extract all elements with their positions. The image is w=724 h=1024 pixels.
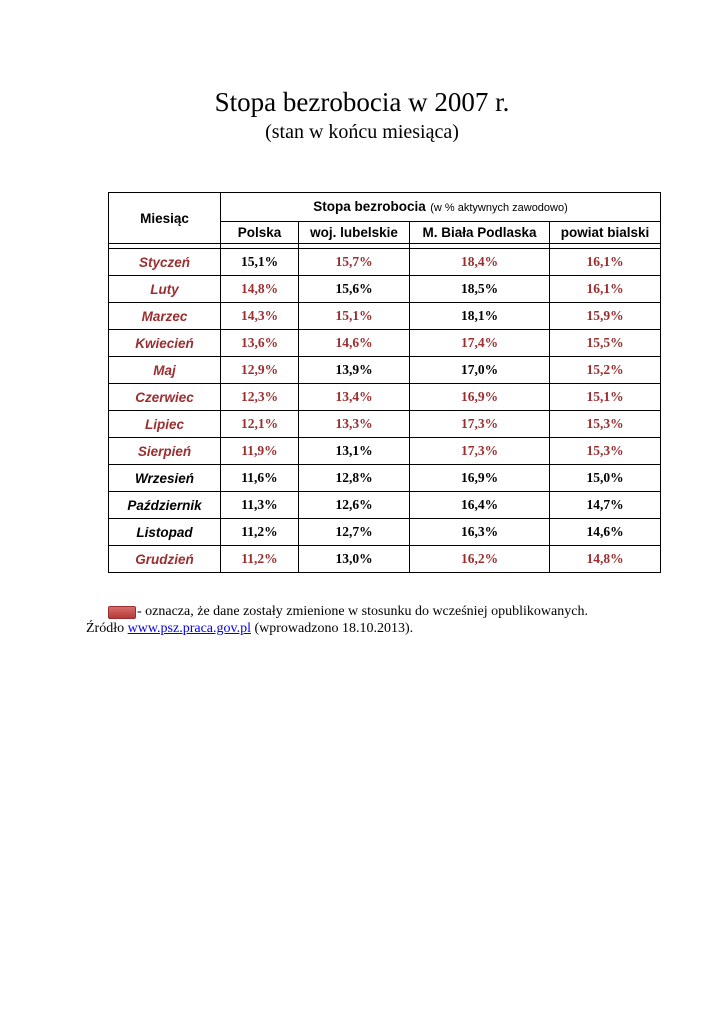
value-cell: 15,7% xyxy=(299,249,410,276)
value-cell: 15,3% xyxy=(550,411,661,438)
table-row xyxy=(109,249,661,276)
value-cell: 18,5% xyxy=(410,276,550,303)
table-row xyxy=(109,276,661,303)
group-header-label: Stopa bezrobocia xyxy=(313,199,426,214)
unemployment-table xyxy=(108,192,661,573)
value-cell: 17,3% xyxy=(410,411,550,438)
month-cell: Lipiec xyxy=(109,411,221,438)
value-cell: 14,8% xyxy=(550,546,661,573)
value-cell: 13,6% xyxy=(221,330,299,357)
legend-text: - oznacza, że dane zostały zmienione w stosunku do wcześniej opublikowanych. xyxy=(137,604,588,619)
table-row xyxy=(109,492,661,519)
value-cell: 12,6% xyxy=(299,492,410,519)
value-cell: 13,4% xyxy=(299,384,410,411)
value-cell: 16,2% xyxy=(410,546,550,573)
value-cell: 17,0% xyxy=(410,357,550,384)
month-cell: Marzec xyxy=(109,303,221,330)
value-cell: 15,3% xyxy=(550,438,661,465)
value-cell: 17,4% xyxy=(410,330,550,357)
value-cell: 13,1% xyxy=(299,438,410,465)
value-cell: 13,3% xyxy=(299,411,410,438)
value-cell: 11,3% xyxy=(221,492,299,519)
table-row xyxy=(109,411,661,438)
table-row xyxy=(109,519,661,546)
value-cell: 16,1% xyxy=(550,276,661,303)
month-cell: Październik xyxy=(109,492,221,519)
value-cell: 16,9% xyxy=(410,465,550,492)
value-cell: 16,9% xyxy=(410,384,550,411)
source-link[interactable]: www.psz.praca.gov.pl xyxy=(127,621,251,636)
table-row xyxy=(109,303,661,330)
month-cell: Styczeń xyxy=(109,249,221,276)
table-row xyxy=(109,438,661,465)
value-cell: 14,8% xyxy=(221,276,299,303)
value-cell: 12,9% xyxy=(221,357,299,384)
table-row xyxy=(109,465,661,492)
month-cell: Listopad xyxy=(109,519,221,546)
table-row xyxy=(109,546,661,573)
table-row xyxy=(109,384,661,411)
value-cell: 16,1% xyxy=(550,249,661,276)
value-cell: 13,9% xyxy=(299,357,410,384)
group-header-note: (w % aktywnych zawodowo) xyxy=(430,202,568,214)
value-cell: 15,1% xyxy=(550,384,661,411)
value-cell: 14,7% xyxy=(550,492,661,519)
value-cell: 11,2% xyxy=(221,519,299,546)
value-cell: 14,6% xyxy=(550,519,661,546)
month-cell: Luty xyxy=(109,276,221,303)
month-cell: Czerwiec xyxy=(109,384,221,411)
value-cell: 12,8% xyxy=(299,465,410,492)
value-cell: 15,6% xyxy=(299,276,410,303)
table-row xyxy=(109,357,661,384)
value-cell: 11,2% xyxy=(221,546,299,573)
month-header: Miesiąc xyxy=(109,193,221,244)
column-header: woj. lubelskie xyxy=(299,222,410,244)
column-header: Polska xyxy=(221,222,299,244)
value-cell: 13,0% xyxy=(299,546,410,573)
table-row xyxy=(109,330,661,357)
value-cell: 18,4% xyxy=(410,249,550,276)
month-cell: Maj xyxy=(109,357,221,384)
value-cell: 12,3% xyxy=(221,384,299,411)
value-cell: 14,3% xyxy=(221,303,299,330)
month-cell: Grudzień xyxy=(109,546,221,573)
value-cell: 12,7% xyxy=(299,519,410,546)
value-cell: 15,0% xyxy=(550,465,661,492)
page-title: Stopa bezrobocia w 2007 r. xyxy=(214,87,510,117)
source-line xyxy=(86,620,413,637)
page-subtitle: (stan w końcu miesiąca) xyxy=(265,121,459,143)
value-cell: 15,9% xyxy=(550,303,661,330)
group-header xyxy=(221,193,661,222)
month-cell: Kwiecień xyxy=(109,330,221,357)
changed-data-swatch xyxy=(108,606,136,619)
value-cell: 18,1% xyxy=(410,303,550,330)
value-cell: 15,1% xyxy=(299,303,410,330)
table-body xyxy=(109,249,661,573)
value-cell: 14,6% xyxy=(299,330,410,357)
source-suffix: (wprowadzono 18.10.2013). xyxy=(250,621,414,636)
value-cell: 17,3% xyxy=(410,438,550,465)
value-cell: 12,1% xyxy=(221,411,299,438)
month-cell: Wrzesień xyxy=(109,465,221,492)
value-cell: 11,6% xyxy=(221,465,299,492)
value-cell: 15,1% xyxy=(221,249,299,276)
value-cell: 16,4% xyxy=(410,492,550,519)
column-header: M. Biała Podlaska xyxy=(410,222,550,244)
source-prefix: Źródło xyxy=(86,621,128,636)
value-cell: 11,9% xyxy=(221,438,299,465)
column-header: powiat bialski xyxy=(550,222,661,244)
month-cell: Sierpień xyxy=(109,438,221,465)
value-cell: 16,3% xyxy=(410,519,550,546)
value-cell: 15,5% xyxy=(550,330,661,357)
value-cell: 15,2% xyxy=(550,357,661,384)
